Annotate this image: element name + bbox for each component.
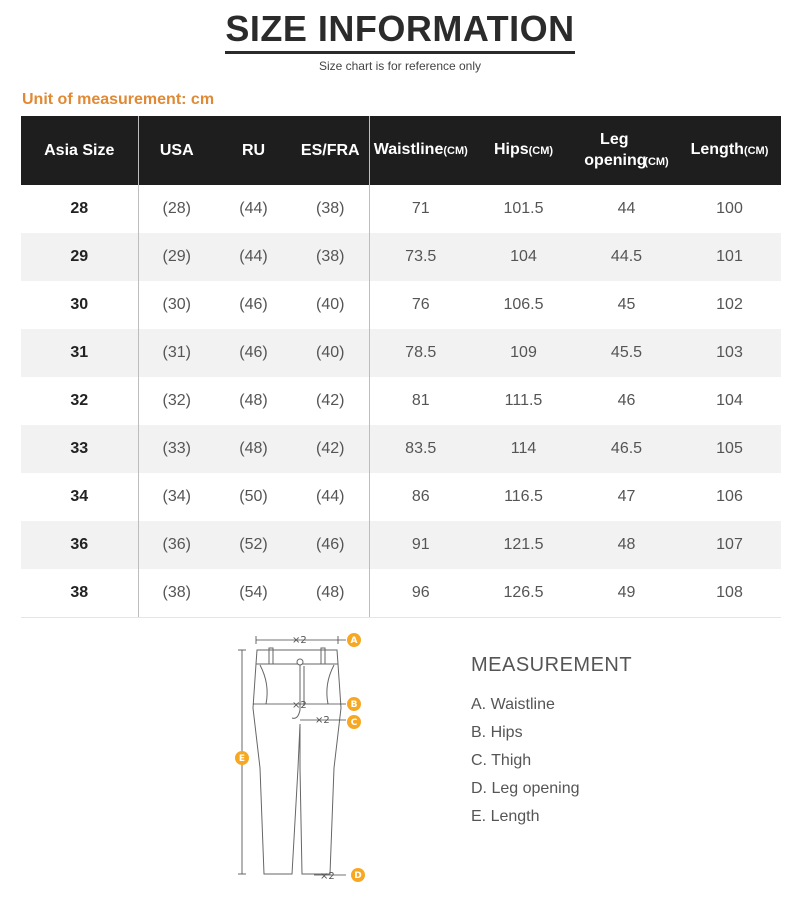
measurement-title: MEASUREMENT [471,654,633,676]
table-cell: (46) [239,296,268,313]
table-cell: 109 [472,329,575,377]
measurement-list [471,694,580,834]
table-cell: (38) [292,233,369,281]
table-cell: (40) [292,281,369,329]
table-row [21,233,781,281]
table-cell: (48) [239,392,268,409]
table-cell: 46.5 [575,425,678,473]
table-cell: 76 [411,296,430,313]
table-cell: 108 [678,569,781,618]
size-cell: 30 [21,281,138,329]
table-cell: (34) [162,488,191,505]
size-cell: 36 [21,521,138,569]
table-cell: 116.5 [504,488,543,505]
marker-c-label: C [350,718,358,728]
table-cell: 44 [617,200,636,217]
table-cell: (40) [292,329,369,377]
size-cell: 38 [21,569,138,618]
pants-diagram [220,628,380,890]
table-row [21,377,781,425]
column-header: Waistline(CM) [369,116,472,185]
column-header: Asia Size [21,116,138,185]
table-cell: 121.5 [472,521,575,569]
column-header: RU [215,116,292,185]
table-cell: 78.5 [369,329,472,377]
table-cell: (46) [292,521,369,569]
table-cell: 100 [716,200,743,217]
table-cell: 73.5 [369,233,472,281]
table-cell: 49 [575,569,678,618]
multiplier-label-c: ×2 [315,715,330,726]
column-header: Hips(CM) [472,116,575,185]
multiplier-label-d: ×2 [320,871,335,882]
measurement-item-hips: B. Hips [471,724,523,741]
table-cell: (30) [162,296,191,313]
table-cell: 106.5 [503,296,544,313]
table-cell: (32) [162,392,191,409]
table-cell: 104 [472,233,575,281]
unit-label: Unit of measurement: cm [22,91,215,108]
column-header: Leg opening(CM) [575,116,678,185]
table-cell: (52) [215,521,292,569]
table-cell: (44) [215,233,292,281]
size-cell: 33 [21,425,138,473]
table-cell: 48 [575,521,678,569]
table-cell: 44.5 [575,233,678,281]
table-cell: (54) [215,569,292,618]
table-cell: 86 [411,488,430,505]
table-cell: 46 [617,392,636,409]
table-cell: (28) [162,200,191,217]
size-cell: 28 [21,185,138,233]
table-cell: (48) [292,569,369,618]
table-cell: 107 [678,521,781,569]
subtitle: Size chart is for reference only [318,59,482,73]
table-cell: 81 [411,392,430,409]
table-cell: 83.5 [369,425,472,473]
table-row [21,329,781,377]
measurement-item-waistline: A. Waistline [471,696,555,713]
table-cell: (38) [292,185,369,233]
table-cell: (31) [138,329,215,377]
measurement-item-length: E. Length [471,808,540,825]
size-table [21,116,781,618]
marker-a-label: A [350,636,358,646]
table-row [21,425,781,473]
table-cell: (38) [138,569,215,618]
table-row [21,521,781,569]
table-cell: (42) [292,425,369,473]
size-cell: 32 [21,377,138,425]
table-cell: 101.5 [503,200,544,217]
size-cell: 34 [21,473,138,521]
size-cell: 29 [21,233,138,281]
table-row [21,473,781,521]
size-cell: 31 [21,329,138,377]
table-row [21,185,781,233]
table-header-row [21,116,781,185]
table-cell: 106 [716,488,743,505]
table-cell: (48) [215,425,292,473]
table-cell: 101 [678,233,781,281]
table-cell: (36) [138,521,215,569]
multiplier-label-a: ×2 [292,635,307,646]
table-cell: 45 [617,296,636,313]
table-cell: 71 [411,200,430,217]
table-cell: 104 [716,392,743,409]
table-cell: (44) [239,200,268,217]
table-cell: 126.5 [472,569,575,618]
table-cell: 91 [369,521,472,569]
table-cell: 114 [472,425,575,473]
measurement-item-thigh: C. Thigh [471,752,532,769]
column-header: Length(CM) [678,116,781,185]
table-cell: (29) [138,233,215,281]
table-cell: (46) [215,329,292,377]
table-cell: 102 [716,296,743,313]
table-cell: (50) [239,488,268,505]
column-header: USA [138,116,215,185]
table-cell: 45.5 [575,329,678,377]
table-cell: 96 [369,569,472,618]
table-cell: 111.5 [504,392,543,409]
marker-d-label: D [354,871,362,881]
table-cell: 103 [678,329,781,377]
table-cell: (33) [138,425,215,473]
multiplier-label-b: ×2 [292,700,307,711]
column-header: ES/FRA [292,116,369,185]
table-cell: (42) [292,377,369,425]
measurement-item-leg-opening: D. Leg opening [471,780,580,797]
table-row [21,281,781,329]
marker-e-label: E [238,754,246,764]
page-title: SIZE INFORMATION [0,8,800,50]
table-cell: (44) [292,473,369,521]
marker-b-label: B [350,700,358,710]
table-row [21,569,781,618]
table-cell: 47 [617,488,636,505]
table-cell: 105 [678,425,781,473]
